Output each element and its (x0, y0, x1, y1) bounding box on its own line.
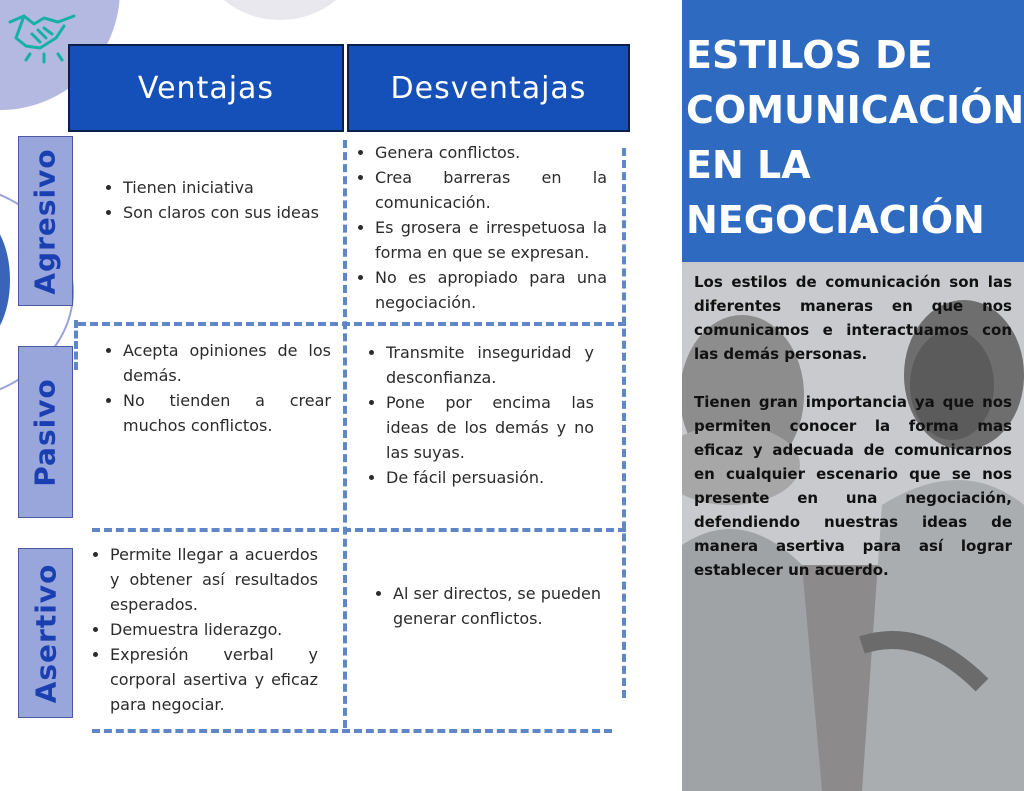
row-label-asertivo (18, 548, 73, 718)
list-item: • Expresión verbal y corporal asertiva y eficaz para negociar. (110, 642, 318, 717)
title-line: COMUNICACIÓN (686, 88, 1024, 132)
cell-pasivo-ventajas (103, 338, 331, 438)
description-paragraph: Los estilos de comunicación son las diferentes maneras en que nos comunicamos e interactuamos con las demás personas. (694, 273, 1012, 363)
right-panel (682, 0, 1024, 791)
list-item: • Al ser directos, se pueden generar conflictos. (393, 581, 601, 631)
list-item: • De fácil persuasión. (386, 465, 594, 490)
title-line: NEGOCIACIÓN (686, 198, 985, 242)
list-item: • Crea barreras en la comunicación. (375, 165, 607, 215)
list-item: • Genera conflictos. (375, 140, 607, 165)
divider (74, 320, 78, 370)
decorative-circle (200, 0, 360, 20)
row-label-text: Pasivo (29, 377, 63, 487)
list-item: • Acepta opiniones de los demás. (123, 338, 331, 388)
description-paragraph: Tienen gran importancia ya que nos permiten conocer la forma mas eficaz y adecuada de comunicarnos en cualquier escenario que se nos presente en una negociación, defendiendo nuestras ideas de manera asertiva para así lograr establecer un acuerdo. (694, 393, 1012, 579)
list-item: • Tienen iniciativa (123, 175, 331, 200)
list-item: • Permite llegar a acuerdos y obtener así resultados esperados. (110, 542, 318, 617)
row-label-text: Asertivo (29, 563, 63, 703)
cell-agresivo-ventajas (103, 175, 331, 225)
list-item: • No es apropiado para una negociación. (375, 265, 607, 315)
divider (622, 148, 626, 698)
row-label-agresivo (18, 136, 73, 306)
header-desventajas: Desventajas (347, 44, 630, 132)
list-item: • No tienden a crear muchos conflictos. (123, 388, 331, 438)
cell-agresivo-desventajas (355, 140, 607, 315)
title-line: EN LA (686, 143, 811, 187)
title-line: ESTILOS DE (686, 33, 933, 77)
cell-pasivo-desventajas (366, 340, 594, 490)
page-title (686, 28, 1024, 248)
row-label-text: Agresivo (29, 147, 63, 295)
list-item: • Demuestra liderazgo. (110, 617, 318, 642)
row-label-pasivo (18, 346, 73, 518)
list-item: • Transmite inseguridad y desconfianza. (386, 340, 594, 390)
header-ventajas: Ventajas (68, 44, 344, 132)
divider (343, 140, 347, 728)
cell-asertivo-ventajas (90, 542, 318, 717)
cell-asertivo-desventajas (373, 581, 601, 631)
divider (92, 528, 626, 532)
divider (78, 322, 626, 326)
list-item: • Es grosera e irrespetuosa la forma en que se expresan. (375, 215, 607, 265)
list-item: • Son claros con sus ideas (123, 200, 331, 225)
divider (92, 729, 612, 733)
list-item: • Pone por encima las ideas de los demás y no las suyas. (386, 390, 594, 465)
description (694, 270, 1012, 606)
